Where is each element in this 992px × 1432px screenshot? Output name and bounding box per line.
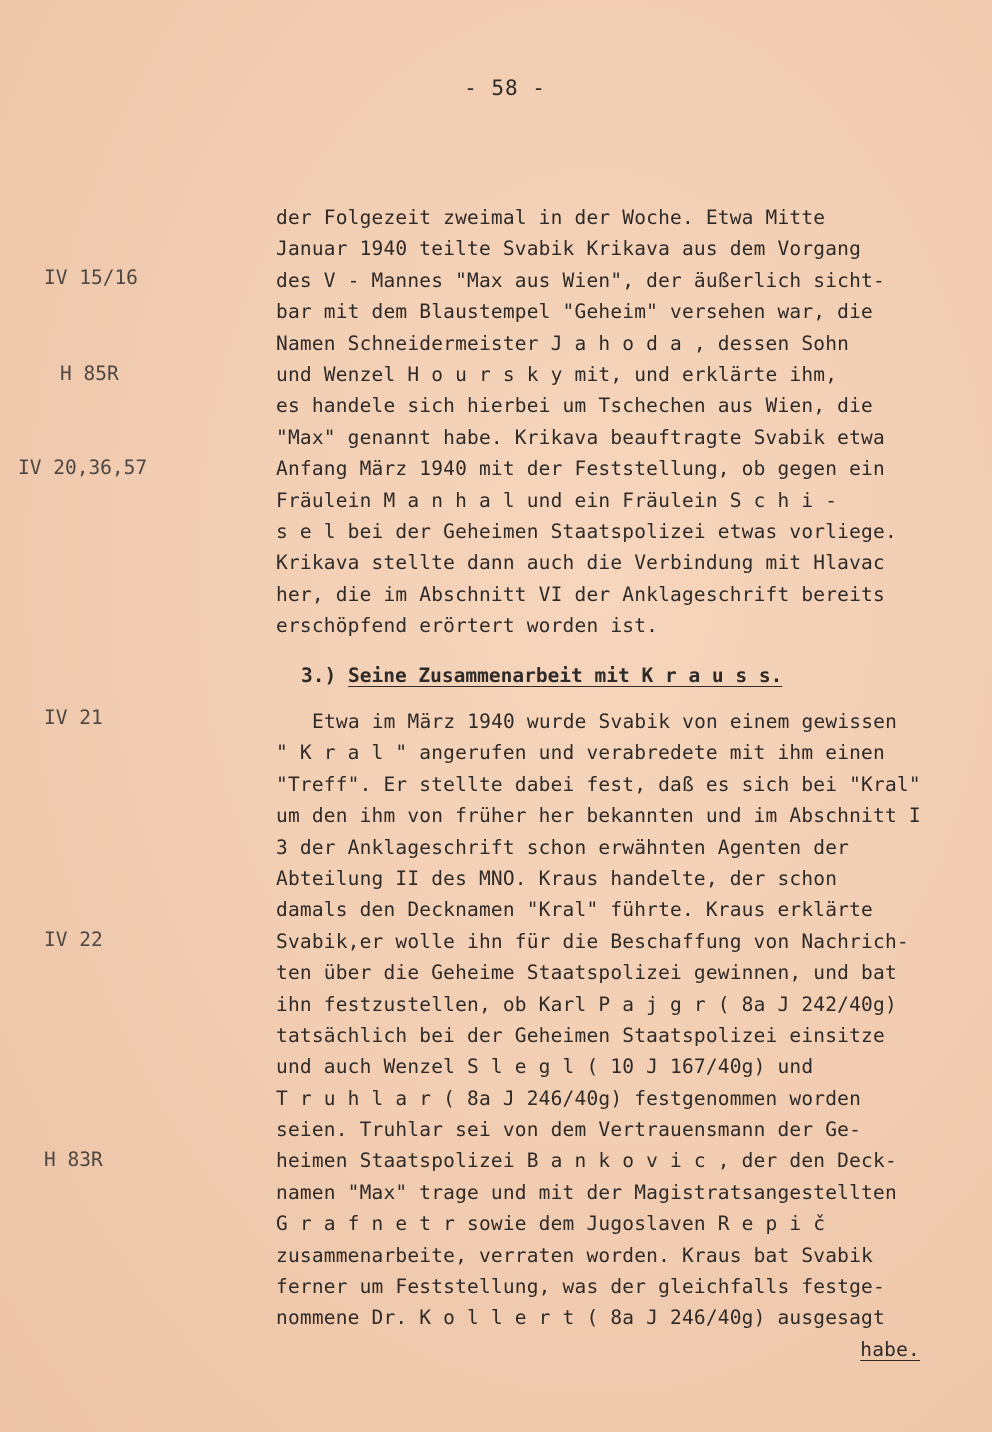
text-line: T r u h l a r ( 8a J 246/40g) festgenommen worden [276,1086,862,1110]
text-line: ten über die Geheime Staatspolizei gewinnen, und bat [276,961,897,985]
text-line: Januar 1940 teilte Svabik Krikava aus dem Vorgang [276,237,862,261]
text-line: erschöpfend erörtert worden ist. [276,614,659,638]
text-line: bar mit dem Blaustempel "Geheim" versehen war, die [276,300,873,324]
text-line: und Wenzel H o u r s k y mit, und erklärte ihm, [276,362,838,386]
margin-reference: IV 15/16 [44,266,138,289]
text-line: Anfang März 1940 mit der Feststellung, ob gegen ein [276,457,885,481]
margin-reference: H 85R [60,362,119,385]
final-word: habe. [860,1337,920,1361]
text-line: heimen Staatspolizei B a n k o v i c , der den Deck- [276,1149,897,1173]
text-line: Fräulein M a n h a l und ein Fräulein S c h i - [276,488,838,512]
section-title: Seine Zusammenarbeit mit K r a u s s. [347,664,783,687]
margin-reference: IV 21 [44,706,103,729]
text-line: her, die im Abschnitt VI der Anklageschrift bereits [276,582,885,606]
text-line: zusammenarbeite, verraten worden. Kraus bat Svabik [276,1243,873,1267]
section-number: 3.) [301,664,337,687]
text-line: s e l bei der Geheimen Staatspolizei etwas vorliege. [276,519,897,543]
page-number: - 58 - [464,76,546,100]
text-line: Etwa im März 1940 wurde Svabik von einem gewissen [312,710,898,733]
text-line: Krikava stellte dann auch die Verbindung mit Hlavac [276,551,885,575]
text-line: namen "Max" trage und mit der Magistratsangestellten [276,1180,897,1204]
text-line-final [276,1334,976,1365]
text-line: des V - Mannes "Max aus Wien", der äußerlich sicht- [276,268,885,292]
text-line: "Treff". Er stellte dabei fest, daß es sich bei "Kral" [276,772,921,796]
text-line: " K r a l " angerufen und verabredete mit ihm einen [276,741,885,765]
text-line: damals den Decknamen "Kral" führte. Kraus erklärte [276,898,873,922]
text-line: G r a f n e t r sowie dem Jugoslaven R e p i č [276,1212,826,1236]
margin-reference: H 83R [44,1148,103,1171]
text-line: um den ihm von früher her bekannten und im Abschnitt I [276,804,921,828]
paragraph-1 [276,202,976,641]
text-line: und auch Wenzel S l e g l ( 10 J 167/40g) und [276,1055,814,1079]
margin-reference: IV 22 [44,928,103,951]
text-line: ihn festzustellen, ob Karl P a j g r ( 8a J 242/40g) [276,992,897,1016]
text-line: tatsächlich bei der Geheimen Staatspolizei einsitze [276,1023,885,1047]
text-line: ferner um Feststellung, was der gleichfalls festge- [276,1275,885,1299]
text-line: nommene Dr. K o l l e r t ( 8a J 246/40g) ausgesagt [276,1306,885,1330]
text-line: seien. Truhlar sei von dem Vertrauensmann der Ge- [276,1118,862,1142]
section-heading [301,660,782,691]
text-line: Svabik,er wolle ihn für die Beschaffung von Nachrich- [276,929,909,953]
margin-reference: IV 20,36,57 [18,456,148,479]
paragraph-2 [276,706,976,1365]
text-line: "Max" genannt habe. Krikava beauftragte Svabik etwa [276,425,885,449]
text-line: der Folgezeit zweimal in der Woche. Etwa Mitte [276,206,826,229]
text-line: 3 der Anklageschrift schon erwähnten Agenten der [276,835,850,859]
text-line: Abteilung II des MNO. Kraus handelte, der schon [276,866,838,890]
text-line: es handele sich hierbei um Tschechen aus Wien, die [276,394,873,418]
text-line: Namen Schneidermeister J a h o d a , dessen Sohn [276,331,850,355]
